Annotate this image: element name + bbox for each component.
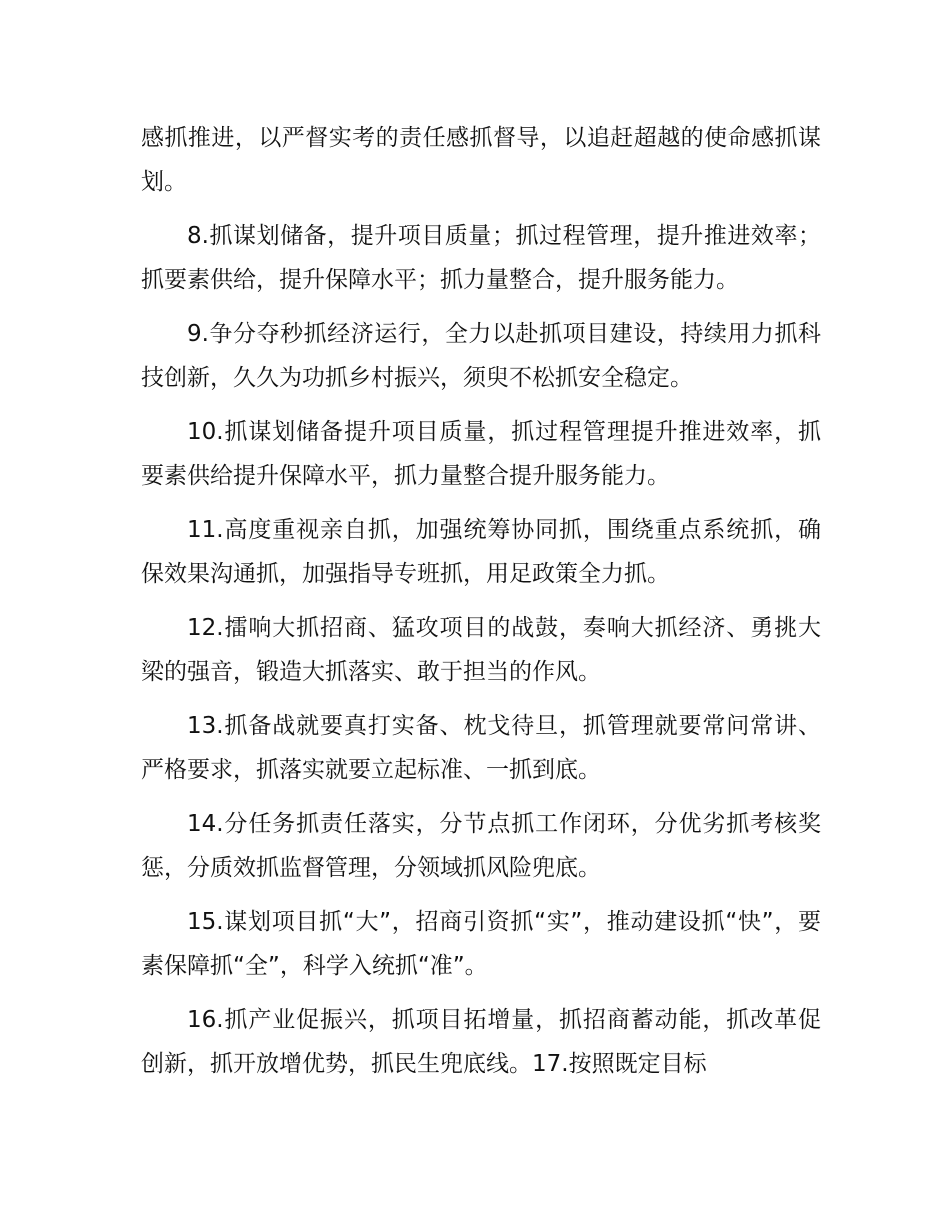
paragraph-continuation: 感抓推进，以严督实考的责任感抓督导，以追赶超越的使命感抓谋划。 [141, 125, 821, 195]
paragraph-item-13: 13.抓备战就要真打实备、枕戈待旦，抓管理就要常问常讲、严格要求，抓落实就要立起标准、一抓到底。 [141, 713, 821, 783]
paragraph-item-12: 12.擂响大抓招商、猛攻项目的战鼓，奏响大抓经济、勇挑大梁的强音，锻造大抓落实、敢于担当的作风。 [141, 615, 821, 685]
paragraph-item-8: 8.抓谋划储备，提升项目质量；抓过程管理，提升推进效率；抓要素供给，提升保障水平；抓力量整合，提升服务能力。 [141, 223, 821, 293]
paragraph-item-9: 9.争分夺秒抓经济运行，全力以赴抓项目建设，持续用力抓科技创新，久久为功抓乡村振兴，须臾不松抓安全稳定。 [141, 321, 821, 391]
paragraph-item-14: 14.分任务抓责任落实，分节点抓工作闭环，分优劣抓考核奖惩，分质效抓监督管理，分领域抓风险兜底。 [141, 811, 821, 881]
paragraph-item-11: 11.高度重视亲自抓，加强统筹协同抓，围绕重点系统抓，确保效果沟通抓，加强指导专班抓，用足政策全力抓。 [141, 517, 821, 587]
document-body [141, 116, 821, 1096]
paragraph-item-16: 16.抓产业促振兴，抓项目拓增量，抓招商蓄动能，抓改革促创新，抓开放增优势，抓民生兜底线。17.按照既定目标 [141, 1007, 821, 1077]
paragraph-item-15: 15.谋划项目抓“大”，招商引资抓“实”，推动建设抓“快”，要素保障抓“全”，科学入统抓“准”。 [141, 909, 821, 979]
paragraph-item-10: 10.抓谋划储备提升项目质量，抓过程管理提升推进效率，抓要素供给提升保障水平，抓力量整合提升服务能力。 [141, 419, 821, 489]
